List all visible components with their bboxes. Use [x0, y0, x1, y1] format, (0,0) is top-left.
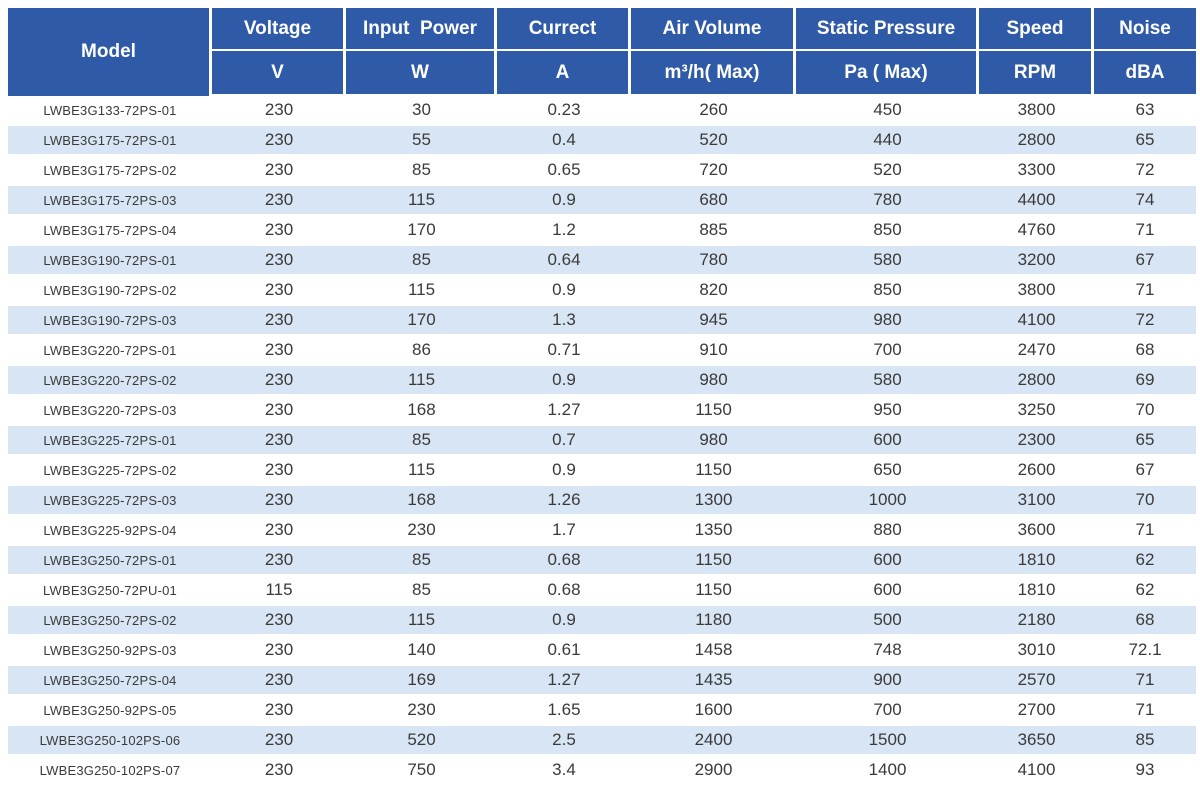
cell-noise: 65 — [1094, 126, 1196, 156]
cell-air-volume: 1150 — [631, 576, 796, 606]
cell-input-power: 169 — [346, 666, 497, 696]
cell-air-volume: 885 — [631, 216, 796, 246]
cell-air-volume: 520 — [631, 126, 796, 156]
cell-voltage: 230 — [212, 156, 346, 186]
cell-noise: 69 — [1094, 366, 1196, 396]
cell-model: LWBE3G225-72PS-03 — [8, 486, 212, 516]
table-row — [8, 756, 1196, 786]
cell-model: LWBE3G250-92PS-05 — [8, 696, 212, 726]
cell-model: LWBE3G175-72PS-04 — [8, 216, 212, 246]
cell-noise: 71 — [1094, 276, 1196, 306]
cell-voltage: 230 — [212, 396, 346, 426]
cell-noise: 70 — [1094, 486, 1196, 516]
cell-model: LWBE3G190-72PS-01 — [8, 246, 212, 276]
cell-voltage: 230 — [212, 636, 346, 666]
column-header-air-volume: Air Volume — [631, 8, 796, 51]
cell-noise: 71 — [1094, 696, 1196, 726]
cell-noise: 72 — [1094, 306, 1196, 336]
cell-voltage: 230 — [212, 756, 346, 786]
cell-noise: 93 — [1094, 756, 1196, 786]
cell-input-power: 85 — [346, 156, 497, 186]
cell-model: LWBE3G250-92PS-03 — [8, 636, 212, 666]
cell-air-volume: 1150 — [631, 456, 796, 486]
cell-voltage: 115 — [212, 576, 346, 606]
cell-voltage: 230 — [212, 456, 346, 486]
cell-current: 0.23 — [497, 96, 631, 126]
cell-current: 0.9 — [497, 456, 631, 486]
table-row — [8, 636, 1196, 666]
cell-noise: 72 — [1094, 156, 1196, 186]
cell-current: 0.64 — [497, 246, 631, 276]
cell-noise: 74 — [1094, 186, 1196, 216]
cell-air-volume: 1350 — [631, 516, 796, 546]
table-body — [8, 96, 1196, 786]
table-row — [8, 96, 1196, 126]
cell-air-volume: 260 — [631, 96, 796, 126]
cell-speed: 1810 — [979, 546, 1094, 576]
cell-voltage: 230 — [212, 126, 346, 156]
cell-input-power: 170 — [346, 216, 497, 246]
cell-model: LWBE3G250-72PS-01 — [8, 546, 212, 576]
cell-current: 2.5 — [497, 726, 631, 756]
cell-input-power: 170 — [346, 306, 497, 336]
cell-air-volume: 680 — [631, 186, 796, 216]
cell-input-power: 85 — [346, 246, 497, 276]
cell-input-power: 85 — [346, 576, 497, 606]
column-header-static-pressure: Static Pressure — [796, 8, 979, 51]
cell-current: 1.27 — [497, 666, 631, 696]
unit-voltage: V — [212, 51, 346, 96]
cell-speed: 2800 — [979, 126, 1094, 156]
cell-speed: 2300 — [979, 426, 1094, 456]
fan-spec-table — [8, 8, 1196, 786]
table-row — [8, 486, 1196, 516]
cell-speed: 3300 — [979, 156, 1094, 186]
cell-noise: 65 — [1094, 426, 1196, 456]
cell-noise: 71 — [1094, 216, 1196, 246]
table-row — [8, 666, 1196, 696]
cell-current: 1.65 — [497, 696, 631, 726]
cell-static-pressure: 450 — [796, 96, 979, 126]
cell-current: 0.71 — [497, 336, 631, 366]
cell-static-pressure: 650 — [796, 456, 979, 486]
cell-input-power: 85 — [346, 546, 497, 576]
cell-model: LWBE3G250-72PU-01 — [8, 576, 212, 606]
cell-input-power: 86 — [346, 336, 497, 366]
cell-noise: 62 — [1094, 546, 1196, 576]
cell-speed: 3250 — [979, 396, 1094, 426]
table-row — [8, 456, 1196, 486]
cell-voltage: 230 — [212, 486, 346, 516]
cell-current: 0.9 — [497, 186, 631, 216]
table-row — [8, 246, 1196, 276]
cell-model: LWBE3G190-72PS-02 — [8, 276, 212, 306]
cell-static-pressure: 440 — [796, 126, 979, 156]
column-header-noise: Noise — [1094, 8, 1196, 51]
cell-current: 1.2 — [497, 216, 631, 246]
cell-model: LWBE3G225-72PS-02 — [8, 456, 212, 486]
cell-air-volume: 945 — [631, 306, 796, 336]
cell-voltage: 230 — [212, 216, 346, 246]
cell-speed: 4400 — [979, 186, 1094, 216]
cell-input-power: 520 — [346, 726, 497, 756]
column-header-speed: Speed — [979, 8, 1094, 51]
cell-noise: 67 — [1094, 246, 1196, 276]
cell-voltage: 230 — [212, 306, 346, 336]
cell-input-power: 168 — [346, 486, 497, 516]
cell-input-power: 55 — [346, 126, 497, 156]
table-row — [8, 186, 1196, 216]
table-row — [8, 156, 1196, 186]
cell-noise: 67 — [1094, 456, 1196, 486]
cell-speed: 2470 — [979, 336, 1094, 366]
cell-input-power: 750 — [346, 756, 497, 786]
cell-model: LWBE3G250-72PS-02 — [8, 606, 212, 636]
cell-speed: 2600 — [979, 456, 1094, 486]
cell-static-pressure: 850 — [796, 216, 979, 246]
cell-air-volume: 910 — [631, 336, 796, 366]
cell-model: LWBE3G133-72PS-01 — [8, 96, 212, 126]
cell-air-volume: 2900 — [631, 756, 796, 786]
cell-current: 0.7 — [497, 426, 631, 456]
cell-voltage: 230 — [212, 336, 346, 366]
cell-static-pressure: 950 — [796, 396, 979, 426]
cell-air-volume: 1150 — [631, 396, 796, 426]
cell-current: 0.9 — [497, 276, 631, 306]
cell-noise: 70 — [1094, 396, 1196, 426]
cell-air-volume: 820 — [631, 276, 796, 306]
cell-voltage: 230 — [212, 696, 346, 726]
table-row — [8, 726, 1196, 756]
unit-noise: dBA — [1094, 51, 1196, 96]
cell-input-power: 168 — [346, 396, 497, 426]
cell-voltage: 230 — [212, 186, 346, 216]
cell-speed: 3800 — [979, 96, 1094, 126]
cell-air-volume: 2400 — [631, 726, 796, 756]
cell-static-pressure: 780 — [796, 186, 979, 216]
cell-voltage: 230 — [212, 276, 346, 306]
cell-input-power: 140 — [346, 636, 497, 666]
cell-static-pressure: 1500 — [796, 726, 979, 756]
cell-model: LWBE3G175-72PS-02 — [8, 156, 212, 186]
cell-speed: 1810 — [979, 576, 1094, 606]
cell-static-pressure: 980 — [796, 306, 979, 336]
cell-model: LWBE3G250-72PS-04 — [8, 666, 212, 696]
table-row — [8, 126, 1196, 156]
cell-current: 0.65 — [497, 156, 631, 186]
header-row-labels — [8, 8, 1196, 51]
cell-model: LWBE3G225-72PS-01 — [8, 426, 212, 456]
cell-air-volume: 720 — [631, 156, 796, 186]
cell-air-volume: 1435 — [631, 666, 796, 696]
cell-noise: 68 — [1094, 336, 1196, 366]
cell-static-pressure: 700 — [796, 696, 979, 726]
cell-static-pressure: 580 — [796, 366, 979, 396]
unit-speed: RPM — [979, 51, 1094, 96]
cell-input-power: 115 — [346, 606, 497, 636]
cell-model: LWBE3G225-92PS-04 — [8, 516, 212, 546]
cell-air-volume: 1458 — [631, 636, 796, 666]
cell-static-pressure: 880 — [796, 516, 979, 546]
cell-noise: 71 — [1094, 516, 1196, 546]
cell-speed: 3010 — [979, 636, 1094, 666]
column-header-input-power: Input Power — [346, 8, 497, 51]
cell-model: LWBE3G250-102PS-07 — [8, 756, 212, 786]
cell-static-pressure: 520 — [796, 156, 979, 186]
table-row — [8, 336, 1196, 366]
table-row — [8, 306, 1196, 336]
cell-air-volume: 780 — [631, 246, 796, 276]
cell-speed: 2800 — [979, 366, 1094, 396]
cell-speed: 4100 — [979, 306, 1094, 336]
unit-air-volume: m³/h( Max) — [631, 51, 796, 96]
cell-current: 0.9 — [497, 366, 631, 396]
cell-current: 0.61 — [497, 636, 631, 666]
cell-air-volume: 1300 — [631, 486, 796, 516]
cell-static-pressure: 1000 — [796, 486, 979, 516]
cell-voltage: 230 — [212, 96, 346, 126]
cell-model: LWBE3G175-72PS-01 — [8, 126, 212, 156]
cell-input-power: 30 — [346, 96, 497, 126]
cell-static-pressure: 600 — [796, 426, 979, 456]
unit-static-pressure: Pa ( Max) — [796, 51, 979, 96]
cell-current: 3.4 — [497, 756, 631, 786]
cell-current: 1.3 — [497, 306, 631, 336]
cell-input-power: 85 — [346, 426, 497, 456]
table-row — [8, 276, 1196, 306]
cell-static-pressure: 500 — [796, 606, 979, 636]
cell-voltage: 230 — [212, 726, 346, 756]
cell-noise: 71 — [1094, 666, 1196, 696]
cell-input-power: 115 — [346, 456, 497, 486]
cell-static-pressure: 580 — [796, 246, 979, 276]
cell-current: 0.68 — [497, 576, 631, 606]
cell-model: LWBE3G220-72PS-01 — [8, 336, 212, 366]
cell-model: LWBE3G220-72PS-02 — [8, 366, 212, 396]
cell-speed: 2700 — [979, 696, 1094, 726]
table-row — [8, 396, 1196, 426]
column-header-model: Model — [8, 8, 212, 96]
cell-model: LWBE3G220-72PS-03 — [8, 396, 212, 426]
cell-static-pressure: 600 — [796, 576, 979, 606]
cell-noise: 62 — [1094, 576, 1196, 606]
cell-static-pressure: 700 — [796, 336, 979, 366]
cell-static-pressure: 748 — [796, 636, 979, 666]
table-row — [8, 366, 1196, 396]
table-row — [8, 516, 1196, 546]
cell-speed: 3100 — [979, 486, 1094, 516]
cell-current: 0.68 — [497, 546, 631, 576]
cell-air-volume: 1180 — [631, 606, 796, 636]
cell-voltage: 230 — [212, 246, 346, 276]
unit-input-power: W — [346, 51, 497, 96]
cell-speed: 3200 — [979, 246, 1094, 276]
cell-current: 1.27 — [497, 396, 631, 426]
cell-voltage: 230 — [212, 666, 346, 696]
cell-speed: 4100 — [979, 756, 1094, 786]
cell-speed: 3600 — [979, 516, 1094, 546]
cell-static-pressure: 900 — [796, 666, 979, 696]
cell-speed: 3800 — [979, 276, 1094, 306]
cell-input-power: 115 — [346, 366, 497, 396]
table-row — [8, 576, 1196, 606]
cell-current: 1.26 — [497, 486, 631, 516]
cell-voltage: 230 — [212, 426, 346, 456]
cell-air-volume: 1150 — [631, 546, 796, 576]
cell-input-power: 115 — [346, 276, 497, 306]
cell-input-power: 230 — [346, 516, 497, 546]
cell-voltage: 230 — [212, 366, 346, 396]
table-row — [8, 546, 1196, 576]
cell-noise: 72.1 — [1094, 636, 1196, 666]
cell-air-volume: 1600 — [631, 696, 796, 726]
table-row — [8, 216, 1196, 246]
table-row — [8, 426, 1196, 456]
cell-air-volume: 980 — [631, 426, 796, 456]
cell-voltage: 230 — [212, 606, 346, 636]
cell-input-power: 115 — [346, 186, 497, 216]
unit-current: A — [497, 51, 631, 96]
cell-input-power: 230 — [346, 696, 497, 726]
cell-static-pressure: 850 — [796, 276, 979, 306]
cell-voltage: 230 — [212, 546, 346, 576]
cell-current: 1.7 — [497, 516, 631, 546]
cell-noise: 85 — [1094, 726, 1196, 756]
column-header-voltage: Voltage — [212, 8, 346, 51]
cell-noise: 68 — [1094, 606, 1196, 636]
cell-voltage: 230 — [212, 516, 346, 546]
table-row — [8, 606, 1196, 636]
column-header-current: Currect — [497, 8, 631, 51]
cell-speed: 2570 — [979, 666, 1094, 696]
cell-static-pressure: 600 — [796, 546, 979, 576]
cell-static-pressure: 1400 — [796, 756, 979, 786]
cell-current: 0.4 — [497, 126, 631, 156]
cell-noise: 63 — [1094, 96, 1196, 126]
table-row — [8, 696, 1196, 726]
cell-model: LWBE3G175-72PS-03 — [8, 186, 212, 216]
cell-current: 0.9 — [497, 606, 631, 636]
cell-air-volume: 980 — [631, 366, 796, 396]
cell-speed: 4760 — [979, 216, 1094, 246]
cell-model: LWBE3G190-72PS-03 — [8, 306, 212, 336]
cell-speed: 2180 — [979, 606, 1094, 636]
cell-speed: 3650 — [979, 726, 1094, 756]
cell-model: LWBE3G250-102PS-06 — [8, 726, 212, 756]
